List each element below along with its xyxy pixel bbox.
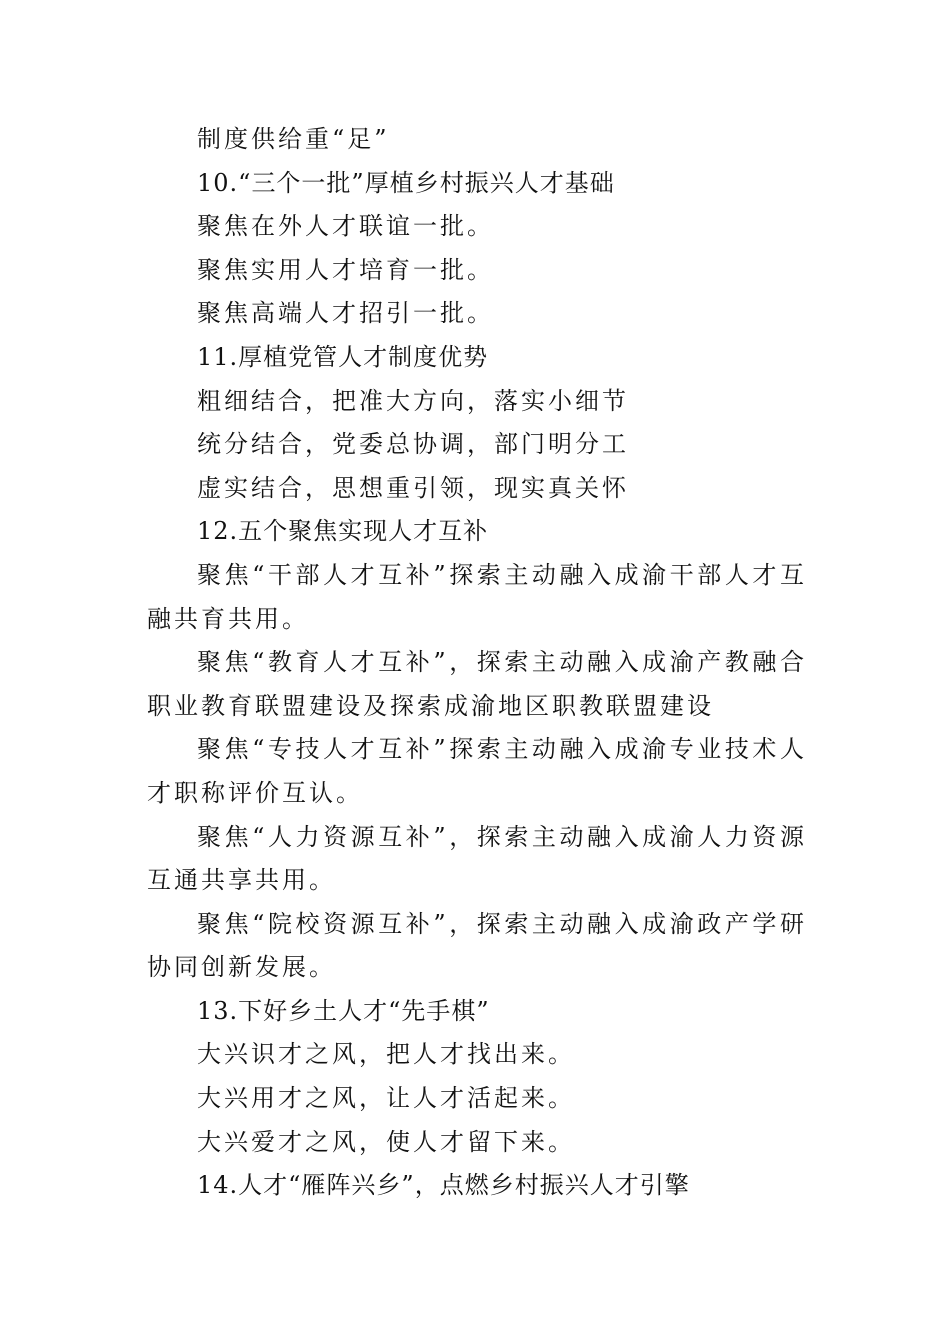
section-heading: 14.人才“雁阵兴乡”，点燃乡村振兴人才引擎 bbox=[197, 1171, 690, 1200]
section-heading: 13.下好乡土人才“先手棋” bbox=[197, 996, 490, 1025]
document-body bbox=[147, 118, 807, 1208]
paragraph: 聚焦“院校资源互补”，探索主动融入成渝政产学研协同创新发展。 bbox=[147, 909, 807, 982]
paragraph-line: 虚实结合，思想重引领，现实真关怀 bbox=[197, 473, 629, 502]
paragraph-line: 大兴爱才之风，使人才留下来。 bbox=[197, 1127, 575, 1156]
paragraph-line: 统分结合，党委总协调，部门明分工 bbox=[197, 430, 629, 459]
paragraph-line: 聚焦在外人才联谊一批。 bbox=[197, 212, 494, 241]
paragraph-line: 大兴用才之风，让人才活起来。 bbox=[197, 1084, 575, 1113]
section-heading: 11.厚植党管人才制度优势 bbox=[197, 342, 489, 371]
paragraph: 聚焦“干部人才互补”探索主动融入成渝干部人才互融共育共用。 bbox=[147, 560, 807, 633]
paragraph-line: 聚焦实用人才培育一批。 bbox=[197, 255, 494, 284]
paragraph: 聚焦“教育人才互补”，探索主动融入成渝产教融合职业教育联盟建设及探索成渝地区职教联盟建设 bbox=[147, 648, 807, 720]
paragraph: 聚焦“专技人才互补”探索主动融入成渝专业技术人才职称评价互认。 bbox=[147, 735, 807, 807]
paragraph: 聚焦“人力资源互补”，探索主动融入成渝人力资源互通共享共用。 bbox=[147, 822, 807, 895]
paragraph-line: 制度供给重“足” bbox=[197, 125, 390, 153]
section-heading: 12.五个聚焦实现人才互补 bbox=[197, 517, 489, 546]
section-heading: 10.“三个一批”厚植乡村振兴人才基础 bbox=[197, 168, 615, 197]
paragraph-line: 聚焦高端人才招引一批。 bbox=[197, 299, 494, 328]
paragraph-line: 粗细结合，把准大方向，落实小细节 bbox=[197, 386, 629, 415]
paragraph-line: 大兴识才之风，把人才找出来。 bbox=[197, 1040, 575, 1069]
